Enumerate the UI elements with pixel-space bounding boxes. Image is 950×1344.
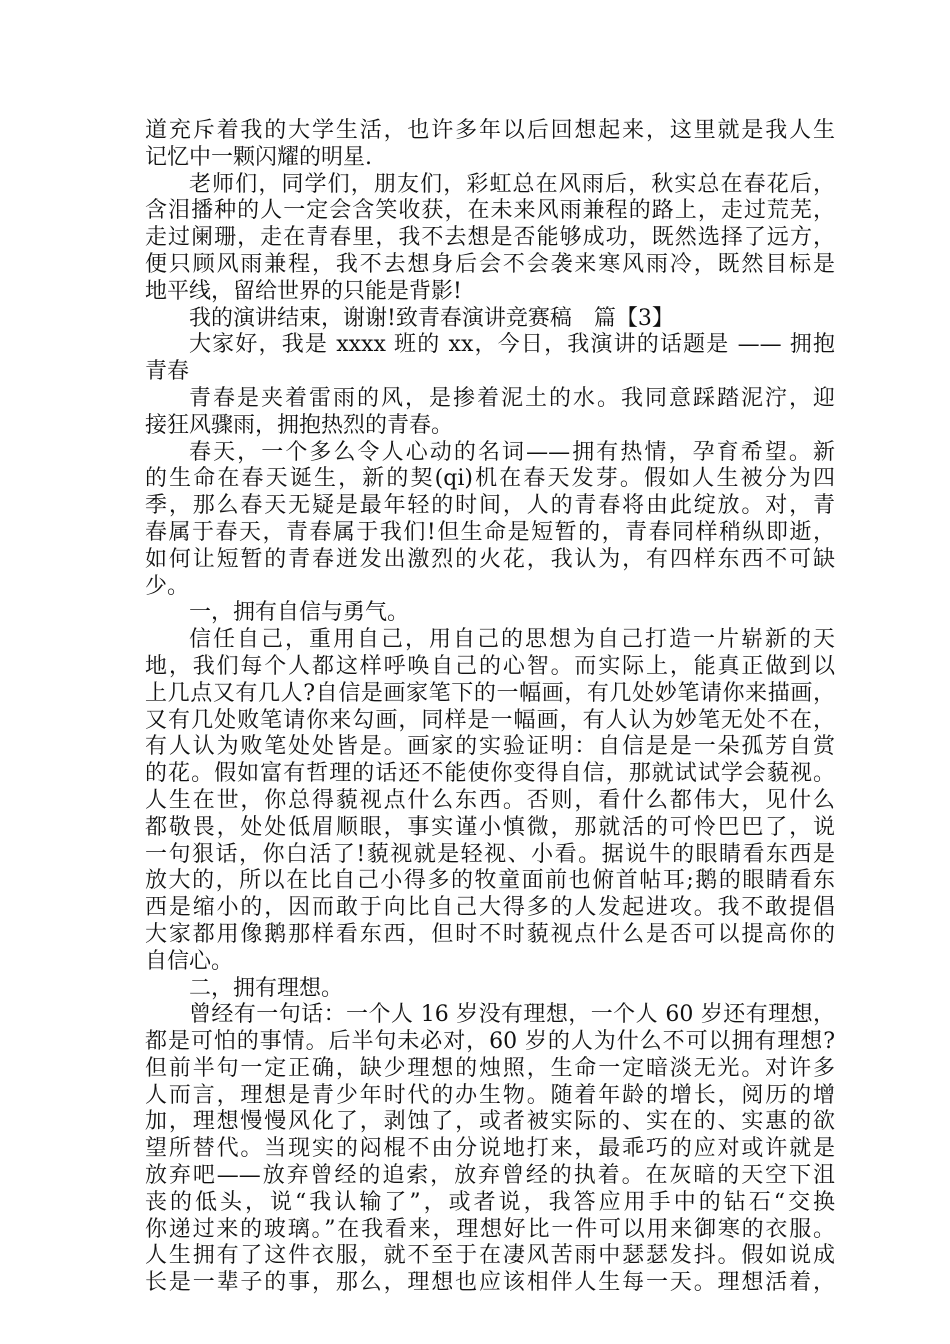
text-line: 接狂风骤雨，拥抱热烈的青春。 (145, 412, 454, 438)
text-line: 一句狠话，你白活了!藐视就是轻视、小看。据说牛的眼睛看东西是 (145, 841, 835, 867)
paragraph (145, 1002, 835, 1297)
text-line: 人而言，理想是青少年时代的办生物。随着年龄的增长，阅历的增 (145, 1082, 835, 1108)
document-page (145, 118, 835, 1297)
text-line: 道充斥着我的大学生活，也许多年以后回想起来，这里就是我人生 (145, 118, 835, 143)
text-line: 青春 (145, 359, 190, 385)
paragraph (145, 306, 835, 333)
text-line: 地平线，留给世界的只能是背影! (145, 278, 462, 304)
text-line: 春属于春天，青春属于我们!但生命是短暂的，青春同样稍纵即逝， (145, 519, 835, 545)
paragraph (145, 332, 835, 386)
paragraph (145, 976, 835, 1003)
text-line: 大家好，我是 xxxx 班的 xx，今日，我演讲的话题是 —— 拥抱 (189, 332, 835, 358)
text-line: 走过阑珊，走在青春里，我不去想是否能够成功，既然选择了远方， (145, 225, 835, 251)
text-line: 的生命在春天诞生，新的契(qi)机在春天发芽。假如人生被分为四 (145, 466, 835, 492)
paragraph (145, 386, 835, 440)
text-line: 信任自己，重用自己，用自己的思想为自己打造一片崭新的天 (189, 627, 835, 653)
text-line: 人生在世，你总得藐视点什么东西。否则，看什么都伟大，见什么 (145, 787, 835, 813)
text-line: 春天，一个多么令人心动的名词——拥有热情，孕育希望。新 (189, 439, 835, 465)
text-line: 记忆中一颗闪耀的明星. (145, 144, 372, 170)
text-line: 季，那么春天无疑是最年轻的时间，人的青春将由此绽放。对，青 (145, 493, 835, 519)
paragraph (145, 172, 835, 306)
text-line: 放弃吧——放弃曾经的追索，放弃曾经的执着。在灰暗的天空下沮 (145, 1163, 835, 1189)
paragraph (145, 118, 835, 172)
text-line: 大家都用像鹅那样看东西，但时不时藐视点什么是否可以提高你的 (145, 921, 835, 947)
text-line: 含泪播种的人一定会含笑收获，在未来风雨兼程的路上，走过荒芜， (145, 198, 835, 224)
text-line: 一，拥有自信与勇气。 (189, 600, 410, 626)
text-line: 老师们，同学们，朋友们，彩虹总在风雨后，秋实总在春花后， (189, 171, 835, 197)
text-line: 都是可怕的事情。后半句未必对，60 岁的人为什么不可以拥有理想? (145, 1029, 835, 1055)
text-line: 都敬畏，处处低眉顺眼，事实谨小慎微，那就活的可怜巴巴了，说 (145, 814, 835, 840)
paragraph (145, 600, 835, 627)
paragraph (145, 440, 835, 601)
text-line: 长是一辈子的事，那么，理想也应该相伴人生每一天。理想活着， (145, 1270, 835, 1296)
text-line: 自信心。 (145, 948, 234, 974)
text-line: 青春是夹着雷雨的风，是掺着泥土的水。我同意踩踏泥泞，迎 (189, 385, 835, 411)
text-line: 又有几处败笔请你来勾画，同样是一幅画，有人认为妙笔无处不在， (145, 707, 835, 733)
text-line: 望所替代。当现实的闷棍不由分说地打来，最乖巧的应对或许就是 (145, 1136, 835, 1162)
text-line: 但前半句一定正确，缺少理想的烛照，生命一定暗淡无光。对许多 (145, 1055, 835, 1081)
text-line: 地，我们每个人都这样呼唤自己的心智。而实际上，能真正做到以 (145, 653, 835, 679)
text-line: 你递过来的玻璃。”在我看来，理想好比一件可以用来御寒的衣服。 (145, 1216, 835, 1242)
text-line: 有人认为败笔处处皆是。画家的实验证明：自信是是一朵孤芳自赏 (145, 734, 835, 760)
text-line: 曾经有一句话：一个人 16 岁没有理想，一个人 60 岁还有理想， (189, 1002, 835, 1028)
paragraph (145, 627, 835, 975)
text-line: 我的演讲结束，谢谢!致青春演讲竞赛稿 篇【3】 (189, 305, 674, 331)
text-line: 加，理想慢慢风化了，剥蚀了，或者被实际的、实在的、实惠的欲 (145, 1109, 835, 1135)
text-line: 便只顾风雨兼程，我不去想身后会不会袭来寒风雨冷，既然目标是 (145, 251, 835, 277)
text-line: 丧的低头，说“我认输了”，或者说，我答应用手中的钻石“交换 (145, 1189, 835, 1215)
text-line: 人生拥有了这件衣服，就不至于在凄风苦雨中瑟瑟发抖。假如说成 (145, 1243, 835, 1269)
text-line: 的花。假如富有哲理的话还不能使你变得自信，那就试试学会藐视。 (145, 761, 835, 787)
text-line: 如何让短暂的青春迸发出激烈的火花，我认为，有四样东西不可缺 (145, 546, 835, 572)
text-line: 二，拥有理想。 (189, 975, 344, 1001)
text-line: 少。 (145, 573, 190, 599)
text-line: 上几点又有几人?自信是画家笔下的一幅画，有几处妙笔请你来描画， (145, 680, 835, 706)
text-line: 西是缩小的，因而敢于向比自己大得多的人发起进攻。我不敢提倡 (145, 895, 835, 921)
text-line: 放大的，所以在比自己小得多的牧童面前也俯首帖耳;鹅的眼睛看东 (145, 868, 835, 894)
